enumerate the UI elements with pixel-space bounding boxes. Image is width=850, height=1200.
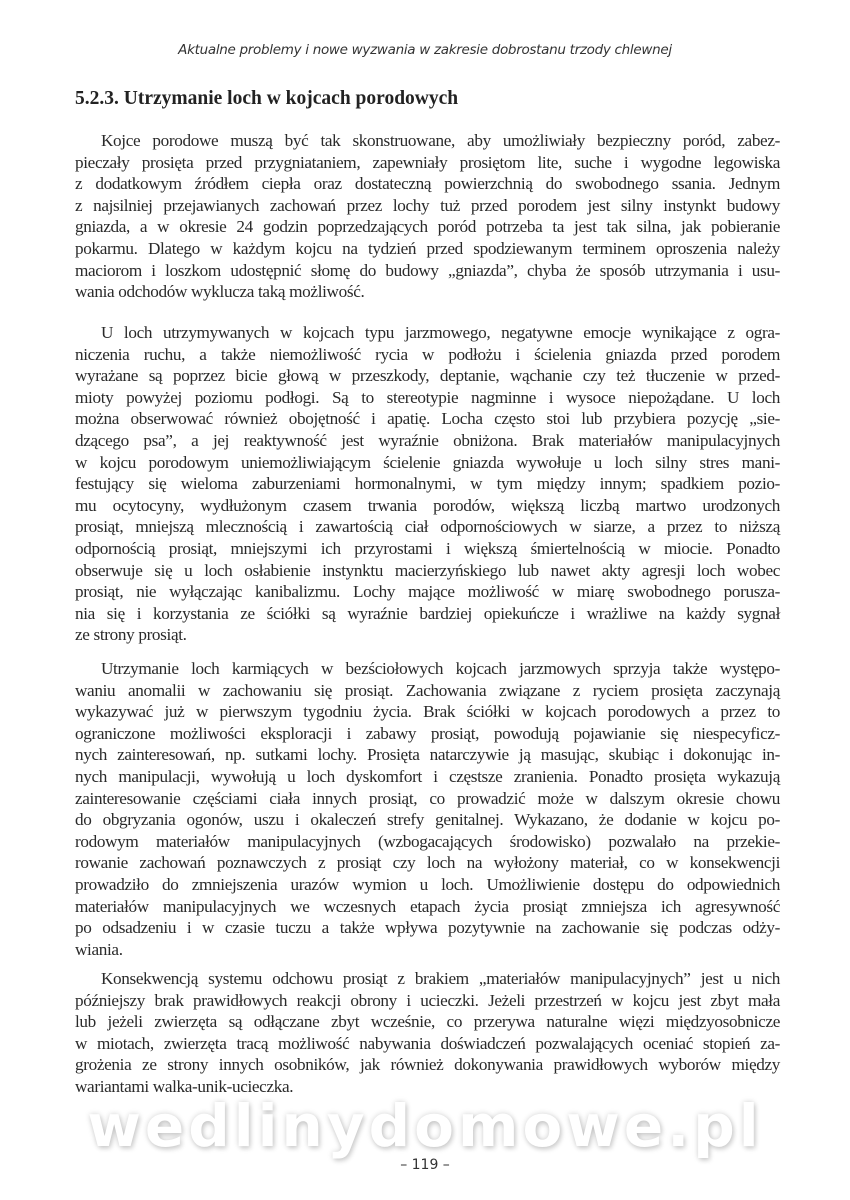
text-line: grożenia ze strony innych osobników, jak również dokonywania prawidłowych wyborów między — [75, 1055, 780, 1075]
text-line: można obserwować również obojętność i apatię. Locha często stoi lub przybiera pozycję „sie- — [75, 409, 780, 429]
text-line: nia się i korzystania ze ściółki są wyraźnie bardziej opiekuńcze i wrażliwe na każdy sygnał — [75, 603, 780, 623]
text-line: wariantami walka-unik-ucieczka. — [75, 1076, 294, 1096]
watermark: wedlinydomowe.pl — [87, 1092, 763, 1160]
text-line: pieczały prosięta przed przygniataniem, zapewniały prosiętom lite, suche i wygodne legowiska — [75, 152, 780, 172]
text-line: wykazywać już w pierwszym tygodniu życia. Brak ściółki w kojcach porodowych a przez to — [75, 702, 780, 722]
running-header: Aktualne problemy i nowe wyzwania w zakresie dobrostanu trzody chlewnej — [178, 42, 672, 58]
text-line: po odsadzeniu i w czasie tuczu a także wpływa pozytywnie na zachowanie się podczas odży- — [75, 918, 780, 938]
paragraph — [75, 322, 780, 646]
text-line: dzącego psa”, a jej reaktywność jest wyraźnie obniżona. Brak materiałów manipulacyjnych — [75, 430, 780, 450]
text-line: w kojcu porodowym uniemożliwiającym ścielenie gniazda wywołuje u loch silny stres mani- — [75, 452, 780, 472]
text-line: w miotach, zwierzęta tracą możliwość nabywania doświadczeń pozwalających oceniać stopień za- — [75, 1033, 780, 1053]
text-line: odpornością prosiąt, mniejszymi ich przyrostami i większą śmiertelnością w miocie. Ponadto — [75, 538, 780, 558]
paragraph — [75, 968, 780, 1098]
text-line: Kojce porodowe muszą być tak skonstruowane, aby umożliwiały bezpieczny poród, zabez- — [101, 131, 780, 150]
text-line: do obgryzania ogonów, uszu i okaleczeń strefy genitalnej. Wykazano, że dodanie w kojcu po- — [75, 810, 780, 830]
text-line: lub jeżeli zwierzęta są odłączane zbyt wcześnie, co przerywa naturalne więzi międzyosobnicze — [75, 1012, 780, 1032]
text-line: waniu anomalii w zachowaniu się prosiąt. Zachowania związane z ryciem prosięta zaczynają — [75, 680, 780, 700]
text-line: wyrażane są poprzez bicie głową w przeszkody, deptanie, wąchanie czy też tłuczenie w przed- — [75, 366, 780, 386]
text-line: wiania. — [75, 939, 123, 959]
text-line: mu ocytocyny, wydłużonym czasem trwania porodów, większą liczbą martwo urodzonych — [75, 495, 780, 515]
text-line: Konsekwencją systemu odchowu prosiąt z brakiem „materiałów manipulacyjnych” jest u nich — [101, 969, 780, 988]
text-line: ze strony prosiąt. — [75, 625, 187, 645]
text-line: wania odchodów wyklucza taką możliwość. — [75, 282, 365, 302]
text-line: z dodatkowym źródłem ciepła oraz dostateczną powierzchnią do swobodnego ssania. Jednym — [75, 174, 780, 194]
text-line: materiałów manipulacyjnych we wczesnych etapach życia prosiąt zmniejsza ich agresywność — [75, 896, 780, 916]
text-line: Utrzymanie loch karmiących w bezściołowych kojcach jarzmowych sprzyja także występo- — [101, 659, 780, 678]
text-line: rodowym materiałów manipulacyjnych (wzbogacających środowisko) pozwalało na przekie- — [75, 831, 780, 851]
text-line: prosiąt, mniejszą mlecznością i zawartością ciał odpornościowych w siarze, a przez to niższą — [75, 517, 780, 537]
text-line: festujący się wieloma zaburzeniami hormonalnymi, w tym między innym; spadkiem pozio- — [75, 474, 780, 494]
text-line: z najsilniej przejawianych zachowań przez lochy tuż przed porodem jest silny instynkt budowy — [75, 195, 780, 215]
text-line: maciorom i loszkom udostępnić słomę do budowy „gniazda”, chyba że sposób utrzymania i usu- — [75, 260, 780, 280]
paragraph — [75, 130, 780, 303]
text-line: ograniczone możliwości eksploracji i zabawy prosiąt, powodują pojawianie się niespecyficz- — [75, 723, 780, 743]
text-line: nych manipulacji, wywołują u loch dyskomfort i częstsze zranienia. Ponadto prosięta wykazują — [75, 766, 780, 786]
text-line: prosiąt, nie wyłączając kanibalizmu. Lochy mające możliwość w miarę swobodnego porusza- — [75, 582, 780, 602]
page-number: – 119 – — [400, 1157, 450, 1173]
text-line: późniejszy brak prawidłowych reakcji obrony i ucieczki. Jeżeli przestrzeń w kojcu jest zbyt mała — [75, 990, 780, 1010]
text-line: niczenia ruchu, a także niemożliwość rycia w podłożu i ścielenia gniazda przed porodem — [75, 344, 780, 364]
text-line: rowanie zachowań poznawczych z prosiąt czy loch na wyłożony materiał, co w konsekwencji — [75, 853, 780, 873]
text-line: U loch utrzymywanych w kojcach typu jarzmowego, negatywne emocje wynikające z ogra- — [101, 323, 780, 342]
text-line: pokarmu. Dlatego w każdym kojcu na tydzień przed spodziewanym terminem oproszenia należy — [75, 238, 780, 258]
text-line: obserwuje się u loch osłabienie instynktu macierzyńskiego lub nawet akty agresji loch wobec — [75, 560, 780, 580]
text-line: mioty powyżej poziomu podłogi. Są to stereotypie nagminne i wysoce niepożądane. U loch — [75, 387, 780, 407]
text-line: zainteresowanie częściami ciała innych prosiąt, co prowadzić może w dalszym okresie chowu — [75, 788, 780, 808]
text-line: gniazda, a w okresie 24 godzin poprzedzających poród potrzeba ta jest tak silna, jak pobieranie — [75, 217, 780, 237]
text-line: nych zainteresowań, np. sutkami lochy. Prosięta natarczywie ją masując, skubiąc i dokonując in- — [75, 745, 780, 765]
paragraph — [75, 658, 780, 960]
section-heading: 5.2.3. Utrzymanie loch w kojcach porodowych — [75, 88, 459, 109]
text-line: prowadziło do zmniejszenia urazów wymion u loch. Umożliwienie dostępu do odpowiednich — [75, 874, 780, 894]
